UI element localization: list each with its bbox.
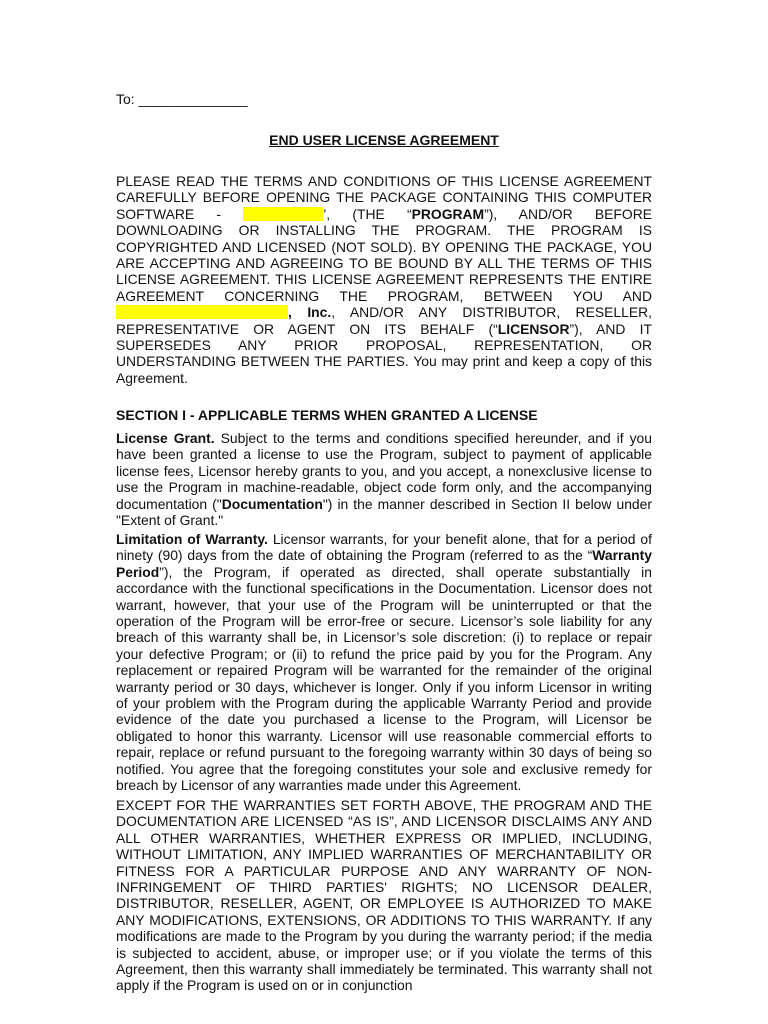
- license-grant-heading: License Grant.: [116, 430, 215, 446]
- license-grant-text-1: Subject to the terms and conditions specified hereunder, and if you have been granted a license to use the Program, subject to payment of applicable license fees, Licensor hereby grants to you, and you accept, a nonexclusive license to use the Program in machine-readable, object code form only, and the accompanying documentation (": [116, 430, 653, 512]
- warranty-heading: Limitation of Warranty.: [116, 531, 268, 547]
- program-term: PROGRAM: [411, 205, 485, 222]
- license-grant-paragraph: [116, 430, 652, 528]
- section-heading: SECTION I - APPLICABLE TERMS WHEN GRANTED A LICENSE: [116, 407, 538, 423]
- product-name-placeholder: [243, 207, 323, 221]
- licensor-term: LICENSOR: [497, 320, 570, 337]
- intro-text-5: ”), AND IT SUPERSEDES ANY PRIOR PROPOSAL, REPRESENTATION, OR UNDERSTANDING BETWEEN THE PARTIES. You may print and keep a copy of this Agreement.: [116, 320, 652, 386]
- intro-text-2: ’, (THE “: [323, 205, 412, 222]
- intro-text-3: ”), AND/OR BEFORE DOWNLOADING OR INSTALLING THE PROGRAM. THE PROGRAM IS COPYRIGHTED AND LICENSED (NOT SOLD). BY OPENING THE PACKAGE, YOU ARE ACCEPTING AND AGREEING TO BE BOUND BY ALL THE TERMS OF THIS LICENSE AGREEMENT. THIS LICENSE AGREEMENT REPRESENTS THE ENTIRE AGREEMENT CONCERNING THE PROGRAM, BETWEEN YOU AND: [116, 205, 653, 304]
- documentation-term: Documentation: [221, 495, 323, 512]
- warranty-text-1: Licensor warrants, for your benefit alone, that for a period of ninety (90) days from the date of obtaining the Program (referred to as the “: [116, 531, 652, 564]
- warranty-paragraph: [116, 531, 652, 794]
- intro-paragraph: [116, 173, 652, 386]
- intro-text-1: PLEASE READ THE TERMS AND CONDITIONS OF THIS LICENSE AGREEMENT CAREFULLY BEFORE OPENING THE PACKAGE CONTAINING THIS COMPUTER SOFTWARE -: [116, 173, 652, 222]
- disclaimer-paragraph: [116, 797, 652, 994]
- company-name-placeholder: [116, 305, 288, 319]
- agreement-title: END USER LICENSE AGREEMENT: [269, 132, 499, 148]
- disclaimer-text-2: If any modifications are made to the Program by you during the warranty period; if the media is subjected to accident, abuse, or improper use; or if you violate the terms of this Agreement, then this warranty shall immediately be terminated. This warranty shall not apply if the Program is used on or in conjunction: [116, 911, 652, 994]
- intro-text-4: , AND/OR ANY DISTRIBUTOR, RESELLER, REPRESENTATIVE OR AGENT ON ITS BEHALF (“: [116, 304, 652, 337]
- disclaimer-text-1: EXCEPT FOR THE WARRANTIES SET FORTH ABOVE, THE PROGRAM AND THE DOCUMENTATION ARE LICENSED “AS IS”, AND LICENSOR DISCLAIMS ANY AND ALL OTHER WARRANTIES, WHETHER EXPRESS OR IMPLIED, INCLUDING, WITHOUT LIMITATION, ANY IMPLIED WARRANTIES OF MERCHANTABILITY OR FITNESS FOR A PARTICULAR PURPOSE AND ANY WARRANTY OF NON-INFRINGEMENT OF THIRD PARTIES' RIGHTS; NO LICENSOR DEALER, DISTRIBUTOR, RESELLER, AGENT, OR EMPLOYEE IS AUTHORIZED TO MAKE ANY MODIFICATIONS, EXTENSIONS, OR ADDITIONS TO THIS WARRANTY.: [116, 797, 652, 928]
- license-grant-text-2: ") in the manner described in Section II below under "Extent of Grant.": [116, 495, 652, 529]
- warranty-text-2: ”), the Program, if operated as directed, shall operate substantially in accordance with the functional specifications in the Documentation. Licensor does not warrant, however, that your use of the Program will be uninterrupted or that the operation of the Program will be error-free or secure. Licensor’s sole liability for any breach of this warranty shall be, in Licensor’s sole discretion: (i) to replace or repair your defective Program; or (ii) to refund the price paid by you for the Program. Any replacement or repaired Program will be warranted for the remainder of the original warranty period or 30 days, whichever is longer. Only if you inform Licensor in writing of your problem with the Program during the applicable Warranty Period and provide evidence of the date you purchased a license to the Program, will Licensor be obligated to honor this warranty. Licensor will use reasonable commercial efforts to repair, replace or refund pursuant to the foregoing warranty within 30 days of being so notified. You agree that the foregoing constitutes your sole and exclusive remedy for breach by Licensor of any warranties made under this Agreement.: [116, 563, 652, 794]
- recipient-line: To: ______________: [116, 91, 248, 107]
- warranty-period-term: Warranty Period: [116, 547, 652, 580]
- inc-suffix: , Inc.: [288, 304, 332, 321]
